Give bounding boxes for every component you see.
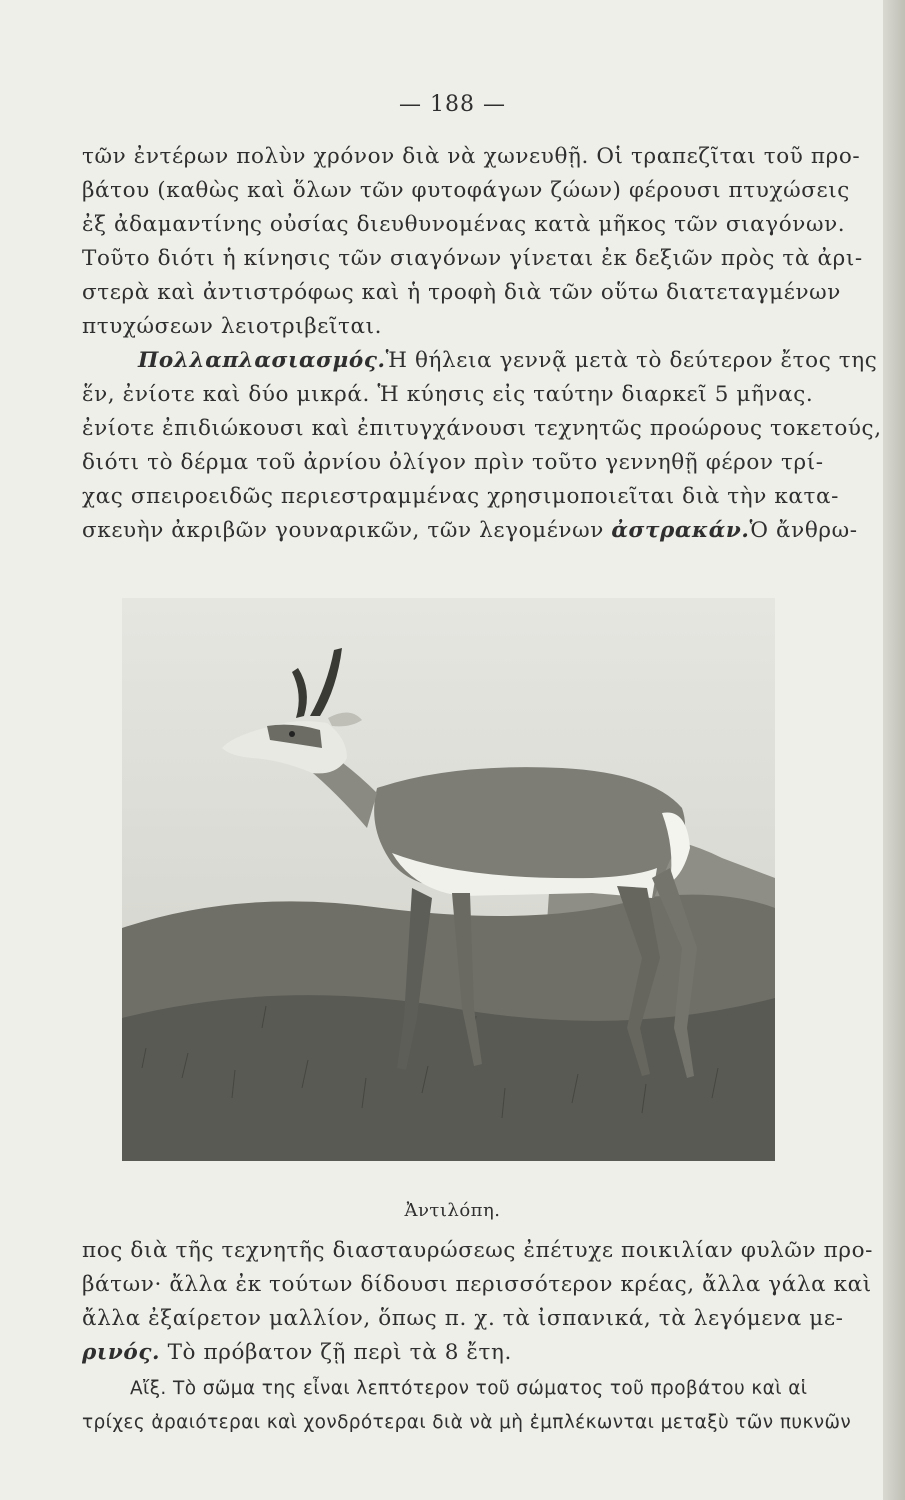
section-heading: Πολλαπλασιασμός. (138, 348, 386, 373)
paragraph-goat (82, 1372, 882, 1440)
text-span: Ὁ ἄνθρω- (749, 518, 858, 543)
term-merinos: ρινός. (82, 1340, 161, 1365)
text-line: ἐνίοτε ἐπιδιώκουσι καὶ ἐπιτυγχάνουσι τεχνητῶς προώρους τοκετούς, (82, 416, 882, 441)
text-line (82, 344, 882, 378)
text-line (82, 1336, 882, 1370)
term-astrakhan: ἀστρακάν. (611, 518, 750, 543)
text-line: χας σπειροειδῶς περιεστραμμένας χρησιμοποιεῖται διὰ τὴν κατα- (82, 484, 840, 509)
section-heading: Αἴξ. (130, 1378, 167, 1399)
paragraph-teeth (82, 140, 882, 344)
text-line (82, 1372, 882, 1406)
text-line: τρίχες ἀραιότεραι καὶ χονδρότεραι διὰ νὰ μὴ ἐμπλέκωνται μεταξὺ τῶν πυκνῶν (82, 1412, 852, 1433)
text-line: διότι τὸ δέρμα τοῦ ἀρνίου ὀλίγον πρὶν τοῦτο γεννηθῇ φέρον τρί- (82, 450, 824, 475)
page-number: — 188 — (399, 92, 506, 117)
text-line: ἄλλα ἐξαίρετον μαλλίον, ὅπως π. χ. τὰ ἰσπανικά, τὰ λεγόμενα με- (82, 1306, 844, 1331)
page-edge (883, 0, 905, 1500)
text-line: πτυχώσεων λειοτριβεῖται. (82, 314, 383, 339)
text-line: βάτου (καθὼς καὶ ὅλων τῶν φυτοφάγων ζώων) φέρουσι πτυχώσεις (82, 178, 850, 203)
text-line: ἐξ ἀδαμαντίνης οὐσίας διευθυνομένας κατὰ μῆκος τῶν σιαγόνων. (82, 212, 846, 237)
text-line: ἕν, ἐνίοτε καὶ δύο μικρά. Ἡ κύησις εἰς ταύτην διαρκεῖ 5 μῆνας. (82, 382, 814, 407)
text-line: τῶν ἐντέρων πολὺν χρόνον διὰ νὰ χωνευθῇ. Οἱ τραπεζῖται τοῦ προ- (82, 144, 861, 169)
antelope-illustration (122, 598, 775, 1161)
text-span: Τὸ σῶμα της εἶναι λεπτότερον τοῦ σώματος τοῦ προβάτου καὶ αἱ (173, 1378, 808, 1399)
figure-caption: Ἀντιλόπη. (404, 1200, 501, 1221)
paragraph-breeds (82, 1234, 882, 1370)
text-span: Τὸ πρόβατον ζῇ περὶ τὰ 8 ἔτη. (167, 1340, 512, 1365)
paragraph-reproduction (82, 344, 882, 548)
text-span: σκευὴν ἀκριβῶν γουναρικῶν, τῶν λεγομένων (82, 518, 604, 543)
text-line: στερὰ καὶ ἀντιστρόφως καὶ ἡ τροφὴ διὰ τῶν οὕτω διατεταγμένων (82, 280, 841, 305)
text-line: βάτων· ἄλλα ἐκ τούτων δίδουσι περισσότερον κρέας, ἄλλα γάλα καὶ (82, 1272, 872, 1297)
text-line (82, 514, 882, 548)
text-span: Ἡ θήλεια γεννᾷ μετὰ τὸ δεύτερον ἔτος της (385, 348, 878, 373)
text-line: πος διὰ τῆς τεχνητῆς διασταυρώσεως ἐπέτυχε ποικιλίαν φυλῶν προ- (82, 1238, 874, 1263)
text-line: Τοῦτο διότι ἡ κίνησις τῶν σιαγόνων γίνεται ἐκ δεξιῶν πρὸς τὰ ἀρι- (82, 246, 863, 271)
